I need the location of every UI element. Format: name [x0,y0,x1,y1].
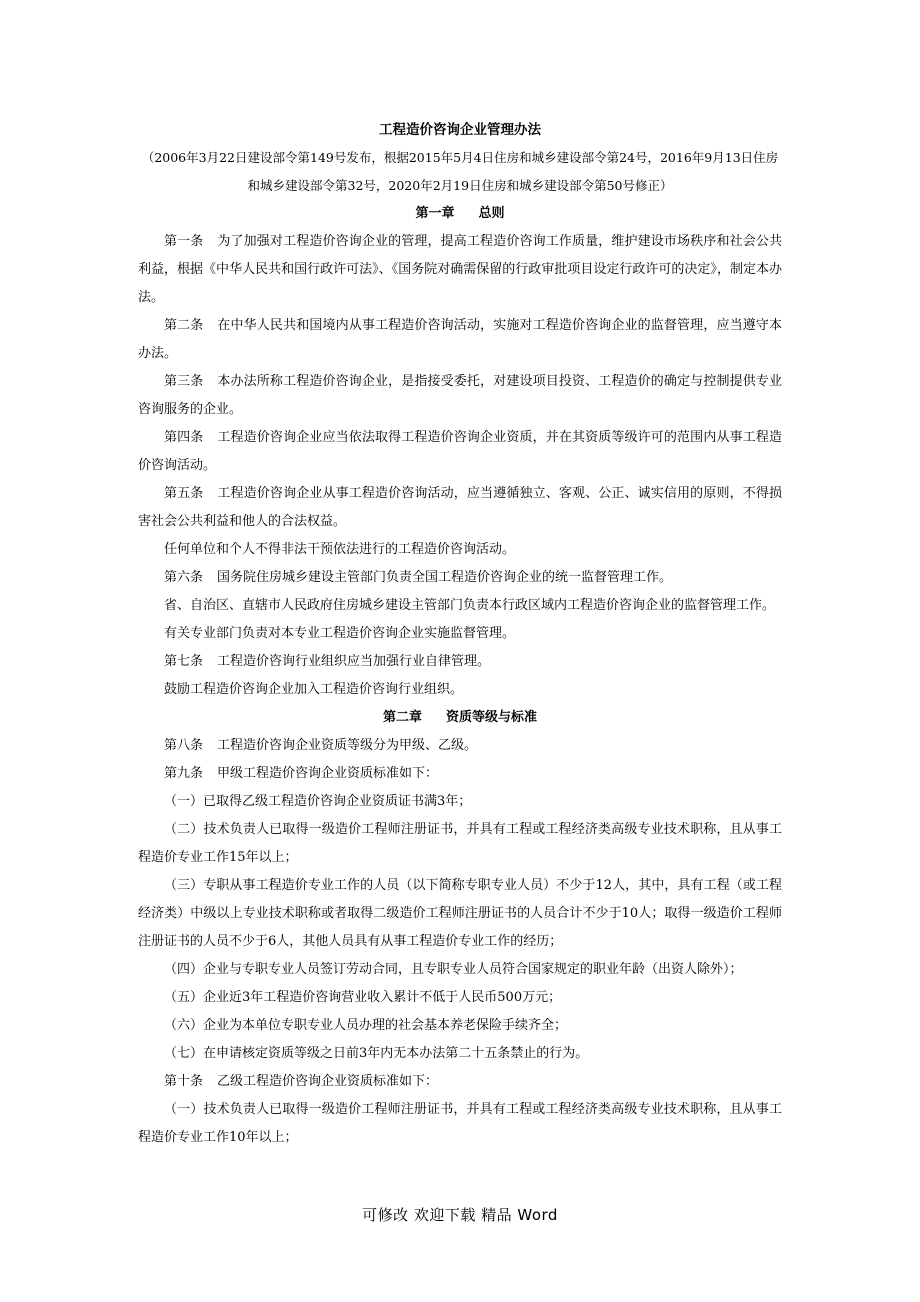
paragraph [138,536,782,564]
article-number: 第二条 [164,318,204,333]
paragraph [138,424,782,480]
paragraph-text: （五）企业近3年工程造价咨询营业收入累计不低于人民币500万元； [164,990,562,1005]
paragraph [138,592,782,620]
paragraph-text: 工程造价咨询行业组织应当加强行业自律管理。 [217,654,491,669]
paragraph [138,228,782,312]
paragraph [138,732,782,760]
paragraph [138,760,782,788]
paragraph-text: （六）企业为本单位专职专业人员办理的社会基本养老保险手续齐全； [164,1018,568,1033]
paragraph [138,312,782,368]
paragraph-text: 省、自治区、直辖市人民政府住房城乡建设主管部门负责本行政区域内工程造价咨询企业的监督管理工作。 [164,598,776,613]
article-number: 第三条 [164,374,204,389]
paragraph-text: 甲级工程造价咨询企业资质标准如下： [217,766,439,781]
chapter-name: 资质等级与标准 [446,710,538,725]
article-number: 第九条 [164,766,204,781]
paragraph [138,676,782,704]
article-number: 第一条 [164,234,204,249]
document-subtitle: （2006年3月22日建设部令第149号发布，根据2015年5月4日住房和城乡建设部令第24号，2016年9月13日住房和城乡建设部令第32号，2020年2月19日住房和城乡建设部令第50号修正） [141,150,779,193]
paragraph-text: 乙级工程造价咨询企业资质标准如下： [217,1074,439,1089]
chapter-label: 第一章 [415,206,455,221]
chapter-label: 第二章 [382,710,422,725]
paragraph [138,788,782,816]
paragraph-text: 工程造价咨询企业应当依法取得工程造价咨询企业资质，并在其资质等级许可的范围内从事工程造价咨询活动。 [138,430,782,473]
paragraph-text: （一）已取得乙级工程造价咨询企业资质证书满3年； [164,794,472,809]
chapter-name: 总则 [478,206,505,221]
paragraph [138,564,782,592]
document-title: 工程造价咨询企业管理办法 [379,122,541,138]
page-footer: 可修改 欢迎下载 精品 Word [362,1206,558,1224]
chapter-heading-2 [138,704,782,732]
paragraph-text: （二）技术负责人已取得一级造价工程师注册证书，并具有工程或工程经济类高级专业技术职称，且从事工程造价专业工作15年以上； [138,822,782,865]
paragraph-text: 工程造价咨询企业资质等级分为甲级、乙级。 [217,738,478,753]
article-number: 第四条 [164,430,204,445]
paragraph [138,620,782,648]
paragraph-text: 国务院住房城乡建设主管部门负责全国工程造价咨询企业的统一监督管理工作。 [217,570,673,585]
article-number: 第七条 [164,654,204,669]
article-number: 第六条 [164,570,204,585]
chapter-1-body [138,228,782,704]
paragraph-text: （三）专职从事工程造价专业工作的人员（以下简称专职专业人员）不少于12人，其中，具有工程（或工程经济类）中级以上专业技术职称或者取得二级造价工程师注册证书的人员合计不少于10人；取得一级造价工程师注册证书的人员不少于6人，其他人员具有从事工程造价专业工作的经历； [138,878,782,949]
paragraph [138,480,782,536]
paragraph [138,368,782,424]
paragraph-text: （一）技术负责人已取得一级造价工程师注册证书，并具有工程或工程经济类高级专业技术职称，且从事工程造价专业工作10年以上； [138,1102,782,1145]
chapter-2-body [138,732,782,1152]
paragraph-text: 在中华人民共和国境内从事工程造价咨询活动，实施对工程造价咨询企业的监督管理，应当遵守本办法。 [138,318,782,361]
paragraph [138,984,782,1012]
paragraph [138,1096,782,1152]
paragraph [138,1040,782,1068]
paragraph [138,1068,782,1096]
article-number: 第八条 [164,738,204,753]
paragraph-text: （四）企业与专职专业人员签订劳动合同，且专职专业人员符合国家规定的职业年龄（出资人除外）； [164,962,743,977]
paragraph [138,648,782,676]
paragraph [138,1012,782,1040]
paragraph-text: 为了加强对工程造价咨询企业的管理，提高工程造价咨询工作质量，维护建设市场秩序和社会公共利益，根据《中华人民共和国行政许可法》、《国务院对确需保留的行政审批项目设定行政许可的决定》，制定本办法。 [138,234,782,305]
paragraph [138,872,782,956]
paragraph-text: 工程造价咨询企业从事工程造价咨询活动，应当遵循独立、客观、公正、诚实信用的原则，不得损害社会公共利益和他人的合法权益。 [138,486,782,529]
paragraph-text: （七）在申请核定资质等级之日前3年内无本办法第二十五条禁止的行为。 [164,1046,589,1061]
paragraph [138,816,782,872]
paragraph-text: 本办法所称工程造价咨询企业，是指接受委托，对建设项目投资、工程造价的确定与控制提供专业咨询服务的企业。 [138,374,782,417]
article-number: 第五条 [164,486,204,501]
document-page [138,116,782,1152]
paragraph-text: 鼓励工程造价咨询企业加入工程造价咨询行业组织。 [164,682,464,697]
paragraph [138,956,782,984]
article-number: 第十条 [164,1074,204,1089]
chapter-heading-1 [138,200,782,228]
paragraph-text: 有关专业部门负责对本专业工程造价咨询企业实施监督管理。 [164,626,516,641]
paragraph-text: 任何单位和个人不得非法干预依法进行的工程造价咨询活动。 [164,542,516,557]
